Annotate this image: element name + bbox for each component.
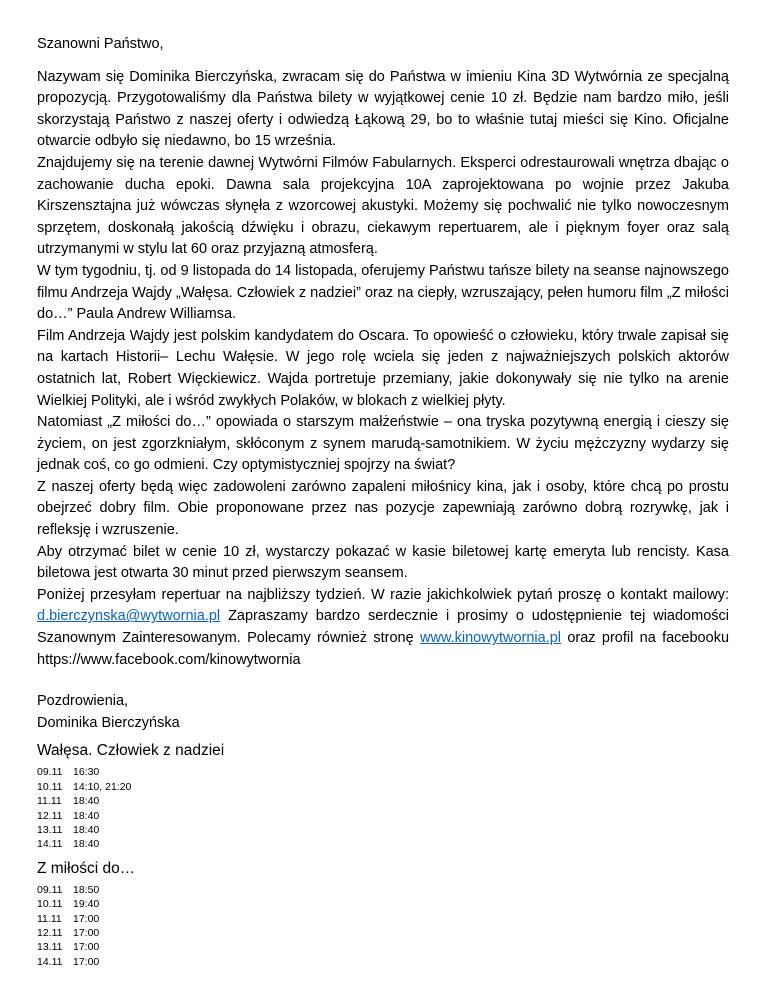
showtime-date: 11.11 (37, 912, 62, 925)
showtime-times: 18:40 (73, 838, 100, 851)
showtime-row (37, 912, 729, 926)
showtime-row (37, 765, 729, 779)
showtime-row (37, 940, 729, 954)
showtime-times: 17:00 (73, 912, 100, 925)
paragraph-walesa: Film Andrzeja Wajdy jest polskim kandydatem do Oscara. To opowieść o człowieku, który trwale zapisał się na kartach Historii– Lechu Wałęsie. W jego rolę wciela się jeden z najważniejszych polskich aktorów ostatnich lat, Robert Więckiewicz. Wajda portretuje przemiany, jakie dokonywały się nie tylko na arenie Wielkiej Polityki, ale i wśród zwykłych Polaków, w blokach z wielkiej płyty. (37, 327, 729, 409)
showtime-row (37, 883, 729, 897)
paragraph-z-milosci: Natomiast „Z miłości do…” opowiada o starszym małżeństwie – ona tryska pozytywną energią i cieszy się życiem, on jest zgorzkniałym, skłóconym z synem marudą-samotnikiem. W życiu mężczyzny wydarzy się jednak coś, co go odmieni. Czy optymistyczniej spojrzy na świat? (37, 414, 729, 474)
showtime-date: 10.11 (37, 780, 63, 793)
showtime-row (37, 837, 729, 851)
showtime-times: 18:40 (73, 809, 100, 822)
showtime-row (37, 897, 729, 911)
showtime-times: 17:00 (73, 941, 100, 954)
contact-text-2: Zapraszamy bardzo serdecznie i prosimy o udostępnienie tej wiadomości Szanownym Zainteresowanym. Polecamy również stronę (37, 608, 729, 647)
letter (37, 34, 729, 969)
film-title: Z miłości do… (37, 859, 136, 877)
signature: Dominika Bierczyńska (37, 714, 180, 731)
showtime-times: 18:50 (73, 883, 100, 896)
showtime-row (37, 809, 729, 823)
showtime-times: 18:40 (73, 824, 100, 837)
repertoire (37, 740, 729, 969)
showtime-row (37, 780, 729, 794)
film-title: Wałęsa. Człowiek z nadziei (37, 742, 225, 760)
closing: Pozdrowienia, (37, 693, 129, 710)
showtime-times: 17:00 (73, 955, 100, 968)
paragraph-offer: W tym tygodniu, tj. od 9 listopada do 14 listopada, oferujemy Państwu tańsze bilety na seanse najnowszego filmu Andrzeja Wajdy „Wałęsa. Człowiek z nadziei” oraz na ciepły, wzruszający, pełen humoru film „Z miłości do…” Paula Andrew Williamsa. (37, 262, 729, 323)
greeting: Szanowni Państwo, (37, 36, 164, 52)
showtimes-list (37, 883, 729, 969)
showtime-row (37, 794, 729, 808)
website-link[interactable]: www.kinowytwornia.pl (420, 630, 562, 647)
showtime-times: 19:40 (73, 898, 100, 911)
showtimes-list (37, 765, 729, 851)
showtime-row (37, 823, 729, 837)
paragraph-audience: Z naszej oferty będą więc zadowoleni zarówno zapaleni miłośnicy kina, jak i osoby, które chcą po prostu obejrzeć dobry film. Obie proponowane przez nas pozycje zapewniają zarówno dobrą rozrywkę, jak i refleksję i wzruszenie. (37, 478, 729, 539)
showtime-date: 14.11 (37, 838, 63, 851)
showtime-times: 18:40 (73, 795, 100, 808)
showtime-row (37, 955, 729, 969)
showtime-times: 16:30 (73, 766, 100, 779)
showtime-date: 09.11 (37, 766, 63, 779)
showtime-date: 14.11 (37, 955, 63, 968)
showtime-date: 13.11 (37, 941, 63, 954)
contact-text-3: oraz profil na facebooku https://www.facebook.com/kinowytwornia (37, 630, 730, 668)
paragraph-intro: Nazywam się Dominika Bierczyńska, zwracam się do Państwa w imieniu Kina 3D Wytwórnia ze specjalną propozycją. Przygotowaliśmy dla Państwa bilety w wyjątkowej cenie 10 zł. Będzie nam bardzo miło, jeśli skorzystają Państwo z naszej oferty i odwiedzą Łąkową 29, bo to właśnie tutaj mieści się Kino. Oficjalne otwarcie odbyło się niedawno, bo 15 września. (37, 68, 729, 150)
showtime-date: 11.11 (37, 795, 62, 808)
showtime-times: 14:10, 21:20 (73, 780, 132, 793)
showtime-date: 12.11 (37, 927, 63, 940)
showtime-times: 17:00 (73, 927, 100, 940)
paragraph-location: Znajdujemy się na terenie dawnej Wytwórni Filmów Fabularnych. Eksperci odrestaurowali wnętrza dbając o zachowanie ducha epoki. Dawna sala projekcyjna 10A zaprojektowana po wojnie przez Jakuba Kirszensztajna już wówczas słynęła z wzorcowej akustyki. Możemy się pochwalić nie tylko nowoczesnym sprzętem, doskonałą jakością dźwięku i obrazu, ciekawym repertuarem, ale i pięknym foyer oraz salą utrzymanymi w stylu lat 60 oraz przyjazną atmosferą. (37, 154, 729, 258)
paragraph-contact (37, 585, 729, 671)
email-link[interactable]: d.bierczynska@wytwornia.pl (37, 608, 221, 625)
showtime-date: 10.11 (37, 898, 63, 911)
showtime-date: 12.11 (37, 809, 63, 822)
showtime-row (37, 926, 729, 940)
paragraph-ticket-info: Aby otrzymać bilet w cenie 10 zł, wystarczy pokazać w kasie biletowej kartę emeryta lub rencisty. Kasa biletowa jest otwarta 30 minut przed pierwszym seansem. (37, 543, 729, 582)
contact-text-1: Poniżej przesyłam repertuar na najbliższy tydzień. W razie jakichkolwiek pytań proszę o kontakt mailowy: (37, 586, 729, 603)
showtime-date: 13.11 (37, 824, 63, 837)
showtime-date: 09.11 (37, 883, 63, 896)
